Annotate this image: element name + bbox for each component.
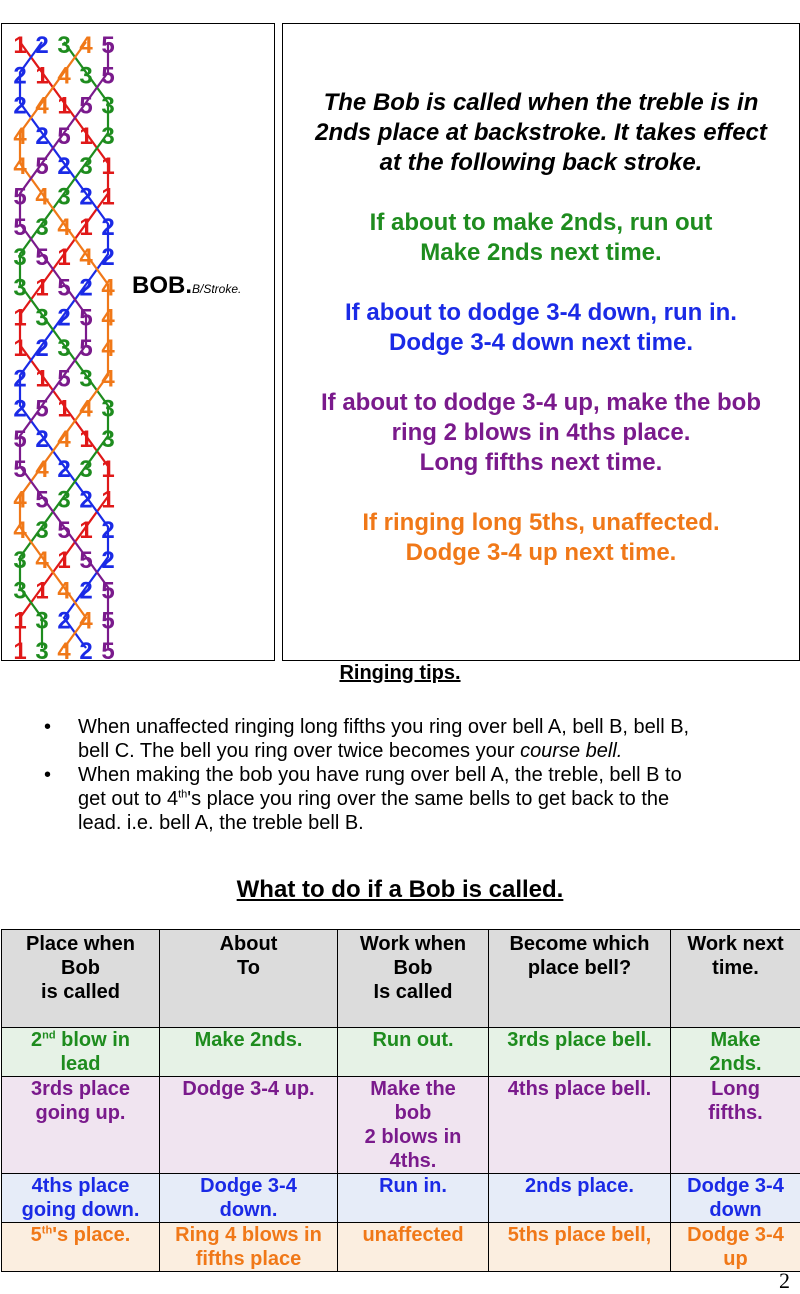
table-row: 4ths place going down. Dodge 3-4 down. Run in. 2nds place. Dodge 3-4 down [2, 1174, 800, 1223]
bell-number: 3 [57, 184, 70, 211]
intro-line-1: The Bob is called when the treble is in [283, 88, 799, 118]
bell-number: 5 [101, 577, 114, 604]
bell-number: 5 [79, 335, 92, 362]
bell-number: 1 [13, 638, 26, 660]
bell-number: 2 [13, 396, 26, 423]
bell-number: 3 [35, 305, 48, 332]
tip-item: • When making the bob you have rung over bell A, the treble, bell B to get out to 4th's place you ring over the same bells to get back to the lead. i.e. bell A, the treble bell B. [38, 763, 788, 835]
bell-number: 2 [35, 123, 48, 150]
bell-number: 2 [57, 305, 70, 332]
bell-number: 4 [101, 335, 115, 362]
bob-explanation [282, 23, 800, 661]
bell-number: 5 [13, 456, 26, 483]
bell-number: 5 [35, 487, 48, 514]
bell-number: 1 [35, 274, 48, 301]
bell-number: 2 [79, 577, 92, 604]
bell-number: 1 [101, 153, 114, 180]
green-line-2: Make 2nds next time. [283, 238, 799, 268]
ringing-tips-list [38, 715, 788, 835]
table-row: 3rds place going up. Dodge 3-4 up. Make the bob 2 blows in 4ths. 4ths place bell. Long fifths. [2, 1077, 800, 1174]
header-become: Become which place bell? [489, 930, 671, 1028]
header-place: Place when Bob is called [2, 930, 160, 1028]
orange-line-1: If ringing long 5ths, unaffected. [283, 508, 799, 538]
bell-number: 3 [57, 487, 70, 514]
bell-number: 5 [79, 93, 92, 120]
bell-number: 4 [57, 577, 71, 604]
bell-number: 1 [13, 305, 26, 332]
table-header-row [2, 930, 800, 1028]
bell-number: 2 [13, 365, 26, 392]
bell-number: 1 [35, 365, 48, 392]
bell-number: 1 [57, 244, 70, 271]
bell-number: 4 [13, 123, 27, 150]
bell-number: 1 [35, 577, 48, 604]
purple-line-1: If about to dodge 3-4 up, make the bob [283, 388, 799, 418]
purple-line-2: ring 2 blows in 4ths place. [283, 418, 799, 448]
bell-number: 4 [57, 62, 71, 89]
bell-number: 4 [35, 456, 49, 483]
bell-number: 1 [13, 608, 26, 635]
page-number: 2 [779, 1268, 790, 1294]
bell-number: 2 [35, 32, 48, 59]
bell-number: 4 [35, 184, 49, 211]
bell-number: 1 [101, 487, 114, 514]
bell-number: 5 [13, 184, 26, 211]
table-row: 2nd blow in lead Make 2nds. Run out. 3rds place bell. Make 2nds. [2, 1028, 800, 1077]
bell-number: 5 [57, 123, 70, 150]
bell-number: 4 [57, 426, 71, 453]
bell-number: 3 [35, 608, 48, 635]
bell-number: 3 [35, 638, 48, 660]
bell-number: 4 [13, 517, 27, 544]
bell-number: 3 [101, 396, 114, 423]
ringing-tips-heading: Ringing tips. [0, 662, 800, 685]
bell-number: 3 [79, 62, 92, 89]
bell-number: 5 [35, 396, 48, 423]
bell-number: 1 [79, 214, 92, 241]
intro-line-2: 2nds place at backstroke. It takes effect [283, 118, 799, 148]
bell-number: 2 [35, 335, 48, 362]
tip-item: • When unaffected ringing long fifths you ring over bell A, bell B, bell B, bell C. The bell you ring over twice becomes your course bell. [38, 715, 788, 763]
orange-line-2: Dodge 3-4 up next time. [283, 538, 799, 568]
bell-number: 2 [79, 487, 92, 514]
bell-number: 5 [79, 547, 92, 574]
intro-line-3: at the following back stroke. [283, 148, 799, 178]
bell-number: 1 [101, 184, 114, 211]
bell-number: 2 [57, 456, 70, 483]
header-next: Work next time. [671, 930, 800, 1028]
bell-number: 4 [57, 638, 71, 660]
bell-number: 2 [13, 93, 26, 120]
bell-number: 5 [35, 244, 48, 271]
bob-call-label: BOB.B/Stroke. [132, 272, 241, 300]
bell-number: 4 [57, 214, 71, 241]
bell-number: 2 [101, 517, 114, 544]
bell-number: 4 [79, 396, 93, 423]
bell-number: 1 [79, 517, 92, 544]
bell-number: 4 [79, 32, 93, 59]
bell-number: 5 [101, 32, 114, 59]
table-row: 5th's place. Ring 4 blows in fifths place unaffected 5ths place bell, Dodge 3-4 up [2, 1223, 800, 1272]
header-about: About To [160, 930, 338, 1028]
bell-number: 4 [35, 93, 49, 120]
bell-number: 2 [101, 214, 114, 241]
green-line-1: If about to make 2nds, run out [283, 208, 799, 238]
bell-number: 5 [101, 62, 114, 89]
bell-number: 1 [13, 32, 26, 59]
bell-number: 1 [101, 456, 114, 483]
bell-number: 2 [79, 184, 92, 211]
bell-number: 5 [35, 153, 48, 180]
bell-number: 3 [13, 577, 26, 604]
bell-number: 2 [57, 153, 70, 180]
bell-number: 5 [79, 305, 92, 332]
bell-number: 1 [57, 396, 70, 423]
bob-call-sublabel: B/Stroke. [192, 282, 241, 296]
bell-number: 3 [35, 214, 48, 241]
bell-number: 3 [57, 335, 70, 362]
bell-number: 2 [101, 244, 114, 271]
bob-table [1, 929, 800, 1272]
bell-number: 1 [35, 62, 48, 89]
bell-number: 5 [57, 274, 70, 301]
bell-number: 3 [13, 244, 26, 271]
bell-number: 1 [13, 335, 26, 362]
bell-number: 1 [57, 93, 70, 120]
bell-number: 3 [35, 517, 48, 544]
bell-number: 3 [79, 456, 92, 483]
bell-number: 5 [57, 365, 70, 392]
bell-number: 3 [101, 426, 114, 453]
bell-number: 5 [101, 608, 114, 635]
bell-number: 4 [13, 487, 27, 514]
purple-line-3: Long fifths next time. [283, 448, 799, 478]
bell-number: 3 [101, 93, 114, 120]
bell-number: 5 [13, 214, 26, 241]
method-grid [2, 24, 274, 660]
bell-number: 5 [13, 426, 26, 453]
bell-number: 4 [101, 305, 115, 332]
bell-number: 1 [79, 123, 92, 150]
blue-line-2: Dodge 3-4 down next time. [283, 328, 799, 358]
bell-number: 3 [13, 274, 26, 301]
bell-number: 1 [79, 426, 92, 453]
bell-number: 2 [79, 638, 92, 660]
bob-table-heading: What to do if a Bob is called. [0, 876, 800, 904]
bell-number: 3 [57, 32, 70, 59]
bell-number: 4 [79, 244, 93, 271]
bell-number: 3 [101, 123, 114, 150]
bell-number: 4 [79, 608, 93, 635]
bell-number: 5 [101, 638, 114, 660]
header-work: Work when Bob Is called [338, 930, 489, 1028]
method-diagram [1, 23, 275, 661]
bell-number: 1 [57, 547, 70, 574]
bell-number: 5 [57, 517, 70, 544]
bell-number: 2 [57, 608, 70, 635]
blue-line-1: If about to dodge 3-4 down, run in. [283, 298, 799, 328]
bell-number: 3 [13, 547, 26, 574]
bell-number: 3 [79, 153, 92, 180]
bell-number: 4 [101, 274, 115, 301]
bell-number: 2 [13, 62, 26, 89]
bell-number: 2 [101, 547, 114, 574]
bell-number: 2 [79, 274, 92, 301]
bell-number: 4 [35, 547, 49, 574]
bell-number: 4 [13, 153, 27, 180]
bell-number: 3 [79, 365, 92, 392]
bell-number: 2 [35, 426, 48, 453]
bell-number: 4 [101, 365, 115, 392]
